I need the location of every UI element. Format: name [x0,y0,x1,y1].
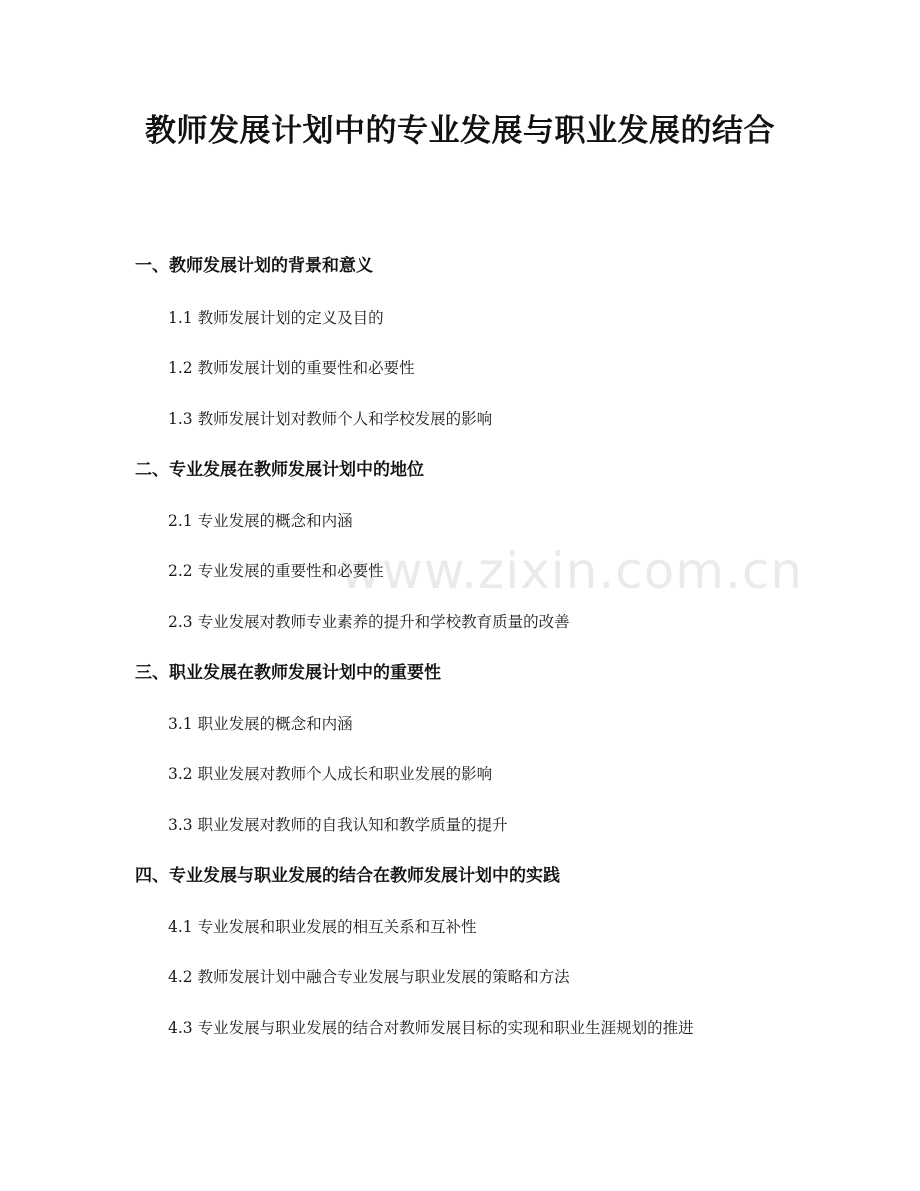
watermark: www.zixin.com.cn [340,542,804,600]
document-title: 教师发展计划中的专业发展与职业发展的结合 [145,113,775,149]
section-3-item-2: 3.2 职业发展对教师个人成长和职业发展的影响 [168,765,493,783]
section-2-item-1: 2.1 专业发展的概念和内涵 [168,512,353,530]
section-4-item-3: 4.3 专业发展与职业发展的结合对教师发展目标的实现和职业生涯规划的推进 [168,1019,694,1037]
section-4-item-1: 4.1 专业发展和职业发展的相互关系和互补性 [168,918,477,936]
section-2-item-3: 2.3 专业发展对教师专业素养的提升和学校教育质量的改善 [168,613,570,631]
section-4-item-2: 4.2 教师发展计划中融合专业发展与职业发展的策略和方法 [168,968,570,986]
section-1-item-3: 1.3 教师发展计划对教师个人和学校发展的影响 [168,410,493,428]
section-2-item-2: 2.2 专业发展的重要性和必要性 [168,562,384,580]
section-heading-1: 一、教师发展计划的背景和意义 [135,256,373,276]
section-heading-2: 二、专业发展在教师发展计划中的地位 [135,460,424,480]
section-3-item-1: 3.1 职业发展的概念和内涵 [168,715,353,733]
section-heading-3: 三、职业发展在教师发展计划中的重要性 [135,663,441,683]
section-1-item-1: 1.1 教师发展计划的定义及目的 [168,309,384,327]
section-1-item-2: 1.2 教师发展计划的重要性和必要性 [168,359,415,377]
section-3-item-3: 3.3 职业发展对教师的自我认知和教学质量的提升 [168,816,508,834]
section-heading-4: 四、专业发展与职业发展的结合在教师发展计划中的实践 [135,866,560,886]
